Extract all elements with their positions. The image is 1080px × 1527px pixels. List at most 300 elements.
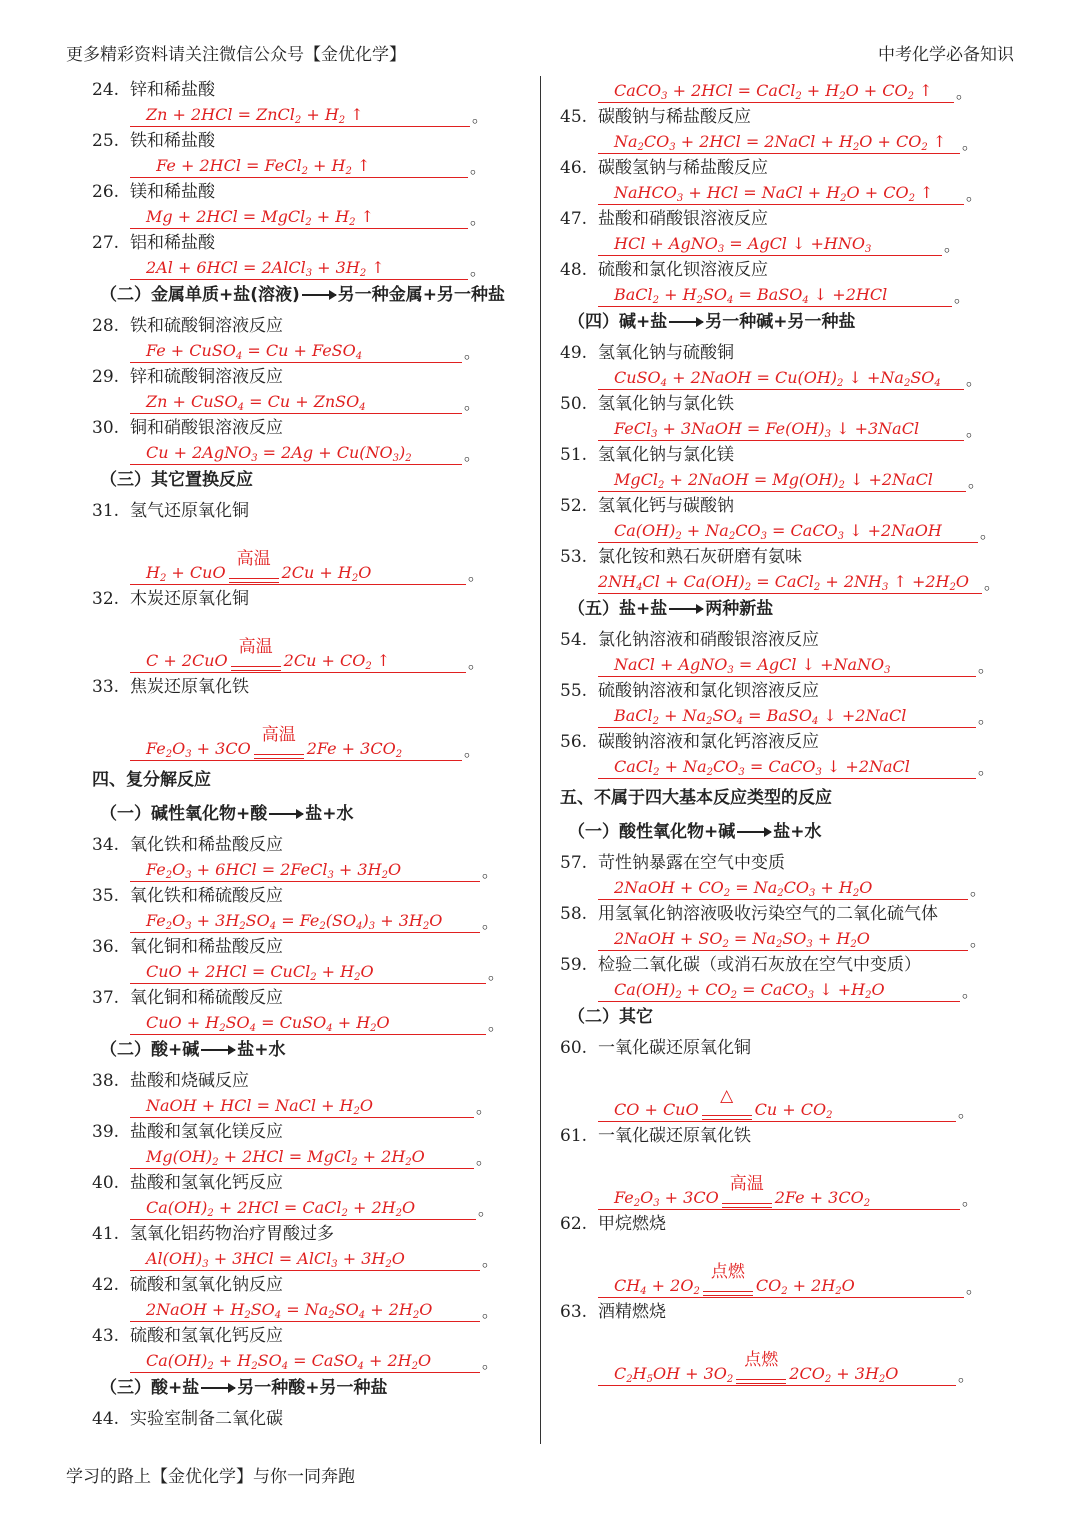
period: 。: [482, 1353, 499, 1372]
question: [92, 365, 532, 389]
item-number: 46.: [560, 158, 588, 178]
answer-line: [598, 467, 1040, 492]
question-text: 氢气还原氧化铜: [130, 501, 249, 521]
equation-item: [92, 1069, 532, 1118]
equation-item: [92, 416, 532, 465]
equation-item: [560, 1212, 1040, 1298]
period: 。: [470, 158, 487, 177]
equation-item: [560, 341, 1040, 390]
equation-products: $2Fe + 3CO_2$: [774, 1188, 871, 1209]
equation-item: [560, 628, 1040, 677]
reaction-condition: [226, 549, 282, 589]
equation-item: [92, 499, 532, 585]
answer-line: [598, 1236, 1040, 1298]
question-text: 氢氧化钠与氯化铁: [598, 394, 734, 414]
question: [560, 156, 1040, 180]
period: 。: [464, 741, 481, 760]
chemical-equation: NaCl + AgNO$_3$ = AgCl ↓ +NaNO$_3$: [598, 655, 976, 677]
question: [92, 129, 532, 153]
period: 。: [966, 370, 983, 389]
item-number: 27.: [92, 233, 120, 253]
arrow-icon: [201, 1387, 235, 1389]
question-text: 氧化铁和稀盐酸反应: [130, 835, 283, 855]
equation-item: [92, 833, 532, 882]
period: 。: [478, 1200, 495, 1219]
question: [92, 314, 532, 338]
item-number: 48.: [560, 260, 588, 280]
double-line: [736, 1379, 786, 1384]
item-number: 58.: [560, 904, 588, 924]
arrow-icon: [302, 294, 336, 296]
question: [560, 392, 1040, 416]
question: [560, 902, 1040, 926]
question-text: 锌和稀盐酸: [130, 80, 215, 100]
question-text: 铜和硝酸银溶液反应: [130, 418, 283, 438]
reaction-condition: [719, 1174, 775, 1214]
answer-line: [130, 699, 532, 761]
equation-item: [560, 78, 1040, 103]
reaction-condition: [699, 1086, 755, 1126]
period: 。: [488, 964, 505, 983]
period: 。: [464, 445, 481, 464]
equation-reactants: $Fe_2O_3 + 3CO$: [146, 739, 251, 760]
equation-products: $2Fe + 3CO_2$: [306, 739, 403, 760]
question-text: 用氢氧化钠溶液吸收污染空气的二氧化硫气体: [598, 904, 938, 924]
period: 。: [958, 1366, 975, 1385]
period: 。: [958, 1102, 975, 1121]
period: 。: [476, 1149, 493, 1168]
equation-item: [560, 443, 1040, 492]
answer-line: [598, 231, 1040, 256]
chemical-equation: FeCl$_3$ + 3NaOH = $Fe(OH)_3$ ↓ +3NaCl: [598, 419, 964, 441]
question-text: 苛性钠暴露在空气中变质: [598, 853, 785, 873]
condition-label: 点燃: [710, 1262, 745, 1282]
answer-line: [130, 1246, 532, 1271]
chemical-equation: Zn + 2HCl = ZnCl$_2$ + $H_2$ ↑: [130, 105, 470, 127]
chemical-equation: [598, 1174, 960, 1210]
answer-line: [598, 78, 1040, 103]
arrow-icon: [201, 1049, 235, 1051]
equation-item: [560, 902, 1040, 951]
question-text: 焦炭还原氧化铁: [130, 677, 249, 697]
item-number: 41.: [92, 1224, 120, 1244]
chemical-equation: CaCO$_3$ + 2HCl = CaCl$_2$ + $H_2O + CO_2$ ↑: [598, 81, 954, 103]
chemical-equation: [130, 725, 462, 761]
question: [560, 628, 1040, 652]
arrow-icon: [669, 321, 703, 323]
equation-products: $CO_2 + 2H_2O$: [755, 1276, 855, 1297]
answer-line: [598, 703, 1040, 728]
question-text: 氯化铵和熟石灰研磨有氨味: [598, 547, 802, 567]
subsection-heading: [100, 801, 532, 827]
double-line: [254, 754, 304, 759]
equation-reactants: $C_2H_5OH + 3O_2$: [614, 1364, 734, 1385]
chemical-equation: BaCl$_2$ + $H_2SO_4$ = BaSO$_4$ ↓ +2HCl: [598, 285, 952, 307]
answer-line: [130, 153, 532, 178]
question-text: 碳酸氢钠与稀盐酸反应: [598, 158, 768, 178]
chemical-equation: $Na_2CO_3 + 2HCl$ = 2NaCl + $H_2O + CO_2$ ↑: [598, 132, 960, 154]
equation-item: [92, 986, 532, 1035]
subsection-right: 另一种金属+另一种盐: [337, 285, 506, 305]
chemical-equation: CuO + 2HCl = CuCl$_2$ + $H_2O$: [130, 962, 486, 984]
chemical-equation: [130, 637, 466, 673]
equation-item: [92, 884, 532, 933]
question-text: 镁和稀盐酸: [130, 182, 215, 202]
item-number: 47.: [560, 209, 588, 229]
answer-line: [130, 1093, 532, 1118]
answer-line: [598, 569, 1040, 594]
subsection-heading: [100, 467, 532, 493]
chemical-equation: $Ca(OH)_2 + CO_2$ = CaCO$_3$ ↓ $+H_2O$: [598, 980, 960, 1002]
equation-item: [560, 207, 1040, 256]
chemical-equation: $Fe_2O_3 + 3H_2SO_4 = Fe_2(SO_4)_3 + 3H_2O$: [130, 911, 480, 933]
item-number: 34.: [92, 835, 120, 855]
item-number: 52.: [560, 496, 588, 516]
question-text: 一氧化碳还原氧化铁: [598, 1126, 751, 1146]
item-number: 62.: [560, 1214, 588, 1234]
period: 。: [464, 394, 481, 413]
reaction-condition: [700, 1262, 756, 1302]
condition-label: 高温: [236, 549, 271, 569]
equation-item: [92, 231, 532, 280]
item-number: 39.: [92, 1122, 120, 1142]
chemical-equation: [598, 1350, 956, 1386]
question: [560, 258, 1040, 282]
chemical-equation: Mg + 2HCl = MgCl$_2$ + $H_2$ ↑: [130, 207, 468, 229]
equation-item: [560, 392, 1040, 441]
question: [92, 231, 532, 255]
item-number: 35.: [92, 886, 120, 906]
subsection-left: （二）酸+碱: [100, 1040, 200, 1060]
chemical-equation: $Ca(OH)_2 + H_2SO_4$ = CaSO$_4$ + $2H_2O$: [130, 1351, 480, 1373]
double-line: [229, 578, 279, 583]
question-text: 铝和稀盐酸: [130, 233, 215, 253]
equation-item: [92, 365, 532, 414]
subsection-left: （四）碱+盐: [568, 312, 668, 332]
double-line: [722, 1203, 772, 1208]
question-text: 铁和硫酸铜溶液反应: [130, 316, 283, 336]
question-text: 盐酸和硝酸银溶液反应: [598, 209, 768, 229]
answer-line: [598, 875, 1040, 900]
answer-line: [130, 1195, 532, 1220]
answer-line: [598, 282, 1040, 307]
answer-line: [130, 908, 532, 933]
item-number: 55.: [560, 681, 588, 701]
item-number: 54.: [560, 630, 588, 650]
answer-line: [598, 416, 1040, 441]
subsection-heading: [568, 309, 1040, 335]
condition-label: 点燃: [744, 1350, 779, 1370]
question-text: 氧化铁和稀硫酸反应: [130, 886, 283, 906]
question: [92, 416, 532, 440]
answer-line: [598, 754, 1040, 779]
period: 。: [978, 657, 995, 676]
item-number: 40.: [92, 1173, 120, 1193]
equation-item: [92, 1171, 532, 1220]
question-text: 铁和稀盐酸: [130, 131, 215, 151]
equation-item: [560, 851, 1040, 900]
question-text: 盐酸和氢氧化钙反应: [130, 1173, 283, 1193]
left-column: [92, 78, 532, 1433]
equation-products: $2Cu + CO_2$ ↑: [283, 651, 391, 672]
item-number: 25.: [92, 131, 120, 151]
item-number: 56.: [560, 732, 588, 752]
chemical-equation: CuO + $H_2SO_4$ = CuSO$_4$ + $H_2O$: [130, 1013, 486, 1035]
question: [560, 105, 1040, 129]
period: 。: [482, 862, 499, 881]
subsection-heading: [568, 1004, 1040, 1030]
subsection-heading: [100, 282, 532, 308]
subsection-left: （三）酸+盐: [100, 1378, 200, 1398]
answer-line: [130, 338, 532, 363]
question-text: 硫酸和氢氧化钠反应: [130, 1275, 283, 1295]
question-text: 盐酸和烧碱反应: [130, 1071, 249, 1091]
item-number: 43.: [92, 1326, 120, 1346]
period: 。: [488, 1015, 505, 1034]
equation-products: $2CO_2 + 3H_2O$: [789, 1364, 899, 1385]
answer-line: [130, 255, 532, 280]
answer-line: [598, 977, 1040, 1002]
period: 。: [482, 913, 499, 932]
arrow-icon: [269, 813, 303, 815]
period: 。: [464, 343, 481, 362]
subsection-right: 盐+水: [237, 1040, 286, 1060]
question: [92, 1222, 532, 1246]
chemical-equation: 2NaOH + $SO_2 = Na_2SO_3 + H_2O$: [598, 929, 968, 951]
question-text: 氢氧化钙与碳酸钠: [598, 496, 734, 516]
reaction-condition: [251, 725, 307, 765]
subsection-right: 两种新盐: [705, 599, 774, 619]
chemical-equation: Zn + CuSO$_4$ = Cu + ZnSO$_4$: [130, 392, 462, 414]
question-text: 硫酸和氢氧化钙反应: [130, 1326, 283, 1346]
condition-label: △: [720, 1086, 734, 1106]
question-text: 锌和硫酸铜溶液反应: [130, 367, 283, 387]
period: 。: [978, 708, 995, 727]
period: 。: [980, 523, 997, 542]
arrow-icon: [737, 831, 771, 833]
equation-item: [92, 314, 532, 363]
question-text: 氧化铜和稀硫酸反应: [130, 988, 283, 1008]
equation-item: [560, 156, 1040, 205]
double-line: [231, 666, 281, 671]
period: 。: [956, 83, 973, 102]
answer-line: [130, 1297, 532, 1322]
chemical-equation: Fe + 2HCl = FeCl$_2$ + $H_2$ ↑: [130, 156, 468, 178]
chemical-equation: [598, 1086, 956, 1122]
question: [92, 499, 532, 523]
chemical-equation: HCl + AgNO$_3$ = AgCl ↓ $+HNO_3$: [598, 234, 942, 256]
condition-label: 高温: [238, 637, 273, 657]
item-number: 37.: [92, 988, 120, 1008]
chemical-equation: $Ca(OH)_2 + Na_2CO_3$ = CaCO$_3$ ↓ +2NaOH: [598, 521, 978, 543]
period: 。: [968, 472, 985, 491]
item-number: 57.: [560, 853, 588, 873]
equation-item: [560, 1300, 1040, 1386]
question: [92, 1407, 532, 1431]
subsection-right: 另一种碱+另一种盐: [705, 312, 856, 332]
equation-item: [560, 953, 1040, 1002]
period: 。: [470, 260, 487, 279]
question: [560, 1300, 1040, 1324]
answer-line: [130, 523, 532, 585]
equation-reactants: $CH_4 + 2O_2$: [614, 1276, 700, 1297]
question-text: 硫酸钠溶液和氯化钡溶液反应: [598, 681, 819, 701]
equation-item: [92, 1222, 532, 1271]
equation-item: [560, 730, 1040, 779]
period: 。: [962, 1190, 979, 1209]
question: [92, 935, 532, 959]
double-line: [702, 1115, 752, 1120]
period: 。: [472, 107, 489, 126]
subsection-left: （二）其它: [568, 1007, 653, 1027]
question-text: 酒精燃烧: [598, 1302, 666, 1322]
equation-item: [92, 129, 532, 178]
equation-reactants: $Fe_2O_3 + 3CO$: [614, 1188, 719, 1209]
column-divider: [540, 76, 541, 1444]
period: 。: [962, 134, 979, 153]
subsection-right: 盐+水: [773, 822, 822, 842]
subsection-left: （一）碱性氧化物+酸: [100, 804, 268, 824]
answer-line: [130, 959, 532, 984]
question-text: 氢氧化铝药物治疗胃酸过多: [130, 1224, 334, 1244]
question: [560, 545, 1040, 569]
question: [560, 1124, 1040, 1148]
period: 。: [978, 759, 995, 778]
chemical-equation: 2NaOH + $H_2SO_4 = Na_2SO_4 + 2H_2O$: [130, 1300, 480, 1322]
answer-line: [598, 1148, 1040, 1210]
equation-item: [92, 935, 532, 984]
question-text: 氢氧化钠与硫酸铜: [598, 343, 734, 363]
question: [560, 730, 1040, 754]
equation-item: [560, 494, 1040, 543]
item-number: 50.: [560, 394, 588, 414]
equation-reactants: $H_2$ + CuO: [146, 563, 226, 584]
period: 。: [468, 653, 485, 672]
question: [92, 1120, 532, 1144]
chemical-equation: 2NaOH + $CO_2 = Na_2CO_3 + H_2O$: [598, 878, 968, 900]
footer: 学习的路上【金优化学】与你一同奔跑: [66, 1467, 355, 1487]
item-number: 59.: [560, 955, 588, 975]
question: [92, 884, 532, 908]
question: [560, 953, 1040, 977]
item-number: 26.: [92, 182, 120, 202]
period: 。: [954, 287, 971, 306]
answer-line: [130, 440, 532, 465]
item-number: 38.: [92, 1071, 120, 1091]
subsection-left: （二）金属单质+盐(溶液): [100, 285, 300, 305]
question: [92, 833, 532, 857]
period: 。: [482, 1302, 499, 1321]
period: 。: [476, 1098, 493, 1117]
subsection-left: （五）盐+盐: [568, 599, 668, 619]
chemical-equation: $2NH_4Cl + Ca(OH)_2$ = CaCl$_2$ + $2NH_3$ ↑ $+2H_2O$: [598, 572, 982, 594]
item-number: 51.: [560, 445, 588, 465]
question: [92, 1171, 532, 1195]
question: [560, 679, 1040, 703]
chemical-equation: [598, 1262, 964, 1298]
answer-line: [130, 857, 532, 882]
chemical-equation: CaCl$_2$ + $Na_2CO_3$ = CaCO$_3$ ↓ +2NaCl: [598, 757, 976, 779]
question: [560, 851, 1040, 875]
answer-line: [130, 1010, 532, 1035]
question-text: 实验室制备二氧化碳: [130, 1409, 283, 1429]
item-number: 44.: [92, 1409, 120, 1429]
equation-item: [92, 1407, 532, 1431]
period: 。: [966, 421, 983, 440]
question: [560, 1212, 1040, 1236]
item-number: 30.: [92, 418, 120, 438]
period: 。: [482, 1251, 499, 1270]
item-number: 61.: [560, 1126, 588, 1146]
answer-line: [130, 1144, 532, 1169]
question-text: 碳酸钠与稀盐酸反应: [598, 107, 751, 127]
condition-label: 高温: [261, 725, 296, 745]
section-heading: 五、不属于四大基本反应类型的反应: [560, 788, 832, 808]
chemical-equation: Cu + 2AgNO$_3$ = $2Ag + Cu(NO_3)_2$: [130, 443, 462, 465]
answer-line: [130, 1348, 532, 1373]
subsection-heading: [100, 1037, 532, 1063]
item-number: 32.: [92, 589, 120, 609]
chemical-equation: 2Al + 6HCl = 2AlCl$_3$ + $3H_2$ ↑: [130, 258, 468, 280]
item-number: 53.: [560, 547, 588, 567]
equation-item: [560, 1036, 1040, 1122]
question: [92, 180, 532, 204]
equation-item: [560, 545, 1040, 594]
reaction-condition: [733, 1350, 789, 1390]
answer-line: [130, 611, 532, 673]
question: [560, 207, 1040, 231]
question-text: 氯化钠溶液和硝酸银溶液反应: [598, 630, 819, 650]
header-left: 更多精彩资料请关注微信公众号【金优化学】: [66, 45, 406, 65]
chemical-equation: BaCl$_2$ + $Na_2SO_4$ = BaSO$_4$ ↓ +2NaCl: [598, 706, 976, 728]
item-number: 60.: [560, 1038, 588, 1058]
question: [560, 341, 1040, 365]
item-number: 45.: [560, 107, 588, 127]
equation-item: [560, 105, 1040, 154]
period: 。: [970, 931, 987, 950]
equation-item: [92, 1324, 532, 1373]
question-text: 一氧化碳还原氧化铜: [598, 1038, 751, 1058]
question-text: 氢氧化钠与氯化镁: [598, 445, 734, 465]
answer-line: [598, 180, 1040, 205]
question: [560, 443, 1040, 467]
subsection-heading: [100, 1375, 532, 1401]
period: 。: [966, 1278, 983, 1297]
right-column: [560, 78, 1040, 1388]
question: [92, 78, 532, 102]
answer-line: [130, 204, 532, 229]
question-text: 氧化铜和稀盐酸反应: [130, 937, 283, 957]
question: [92, 587, 532, 611]
arrow-icon: [669, 608, 703, 610]
question: [560, 1036, 1040, 1060]
equation-item: [560, 258, 1040, 307]
equation-item: [92, 78, 532, 127]
subsection-left: （一）酸性氧化物+碱: [568, 822, 736, 842]
equation-item: [560, 679, 1040, 728]
chemical-equation: $Al(OH)_3 + 3HCl$ = AlCl$_3$ + $3H_2O$: [130, 1249, 480, 1271]
question-text: 甲烷燃烧: [598, 1214, 666, 1234]
question-text: 检验二氧化碳（或消石灰放在空气中变质）: [598, 955, 921, 975]
subsection-left: （三）其它置换反应: [100, 470, 253, 490]
chemical-equation: NaHCO$_3$ + HCl = NaCl + $H_2O + CO_2$ ↑: [598, 183, 964, 205]
answer-line: [598, 129, 1040, 154]
period: 。: [966, 185, 983, 204]
item-number: 63.: [560, 1302, 588, 1322]
chemical-equation: $Mg(OH)_2 + 2HCl$ = MgCl$_2$ + $2H_2O$: [130, 1147, 474, 1169]
item-number: 33.: [92, 677, 120, 697]
period: 。: [944, 236, 961, 255]
